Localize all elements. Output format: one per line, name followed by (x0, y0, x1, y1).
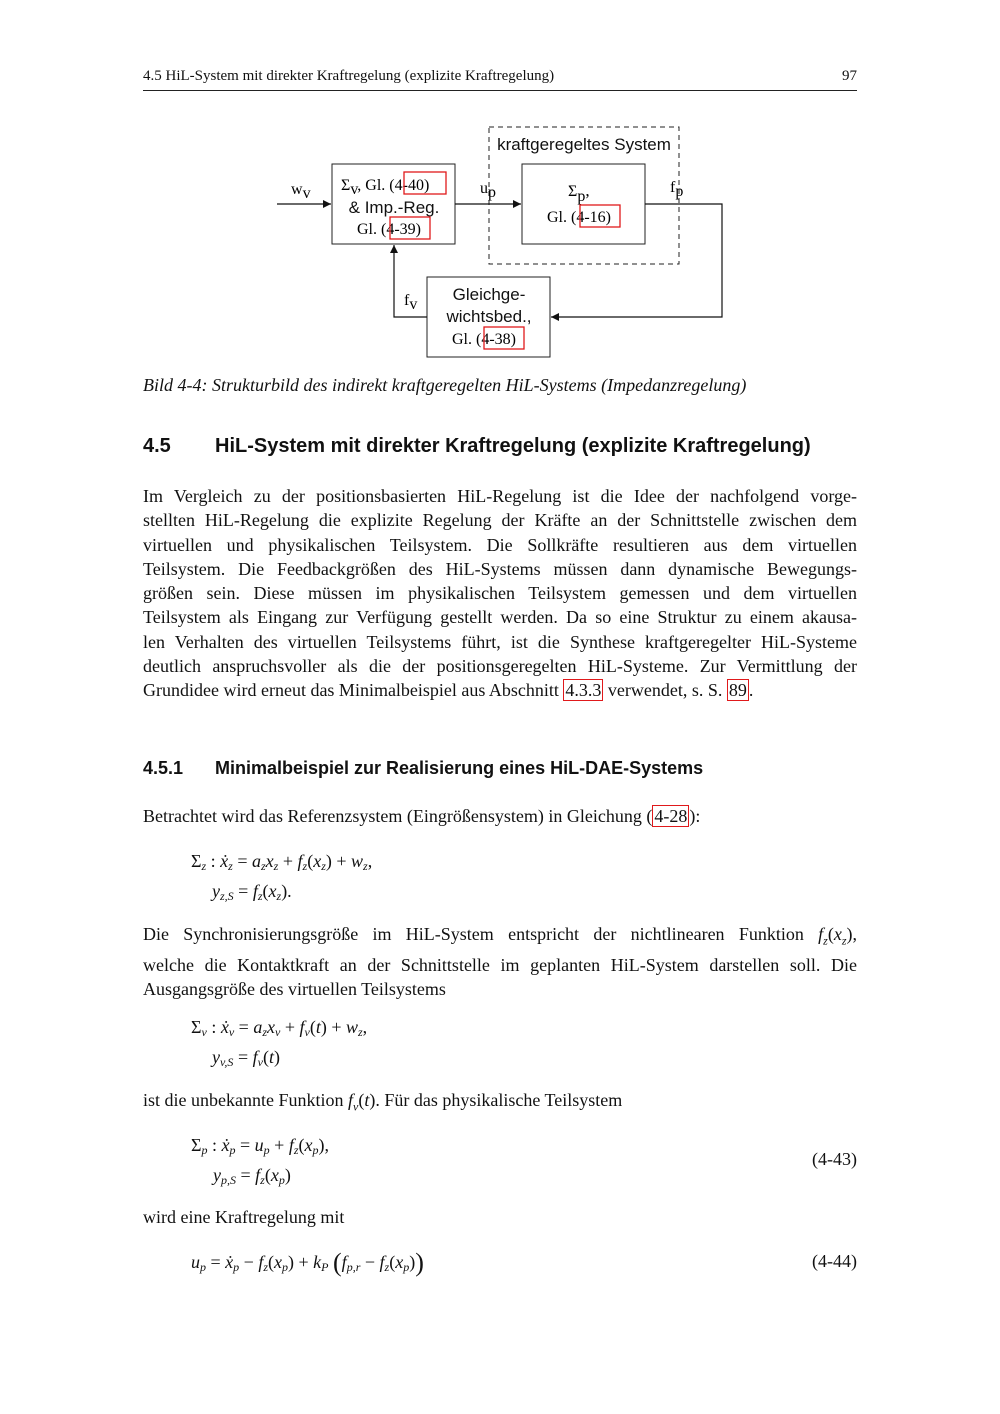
block-diagram (0, 0, 1000, 370)
figure-caption-label: Bild 4-4 (143, 375, 202, 395)
section-title: HiL-System mit direkter Kraftregelung (explizite Kraftregelung) (215, 435, 811, 457)
signal-fp: fp (670, 179, 684, 200)
text-line: Ausgangsgröße des virtuellen Teilsystems (143, 979, 446, 1000)
equation-sigma-v (191, 1015, 367, 1075)
signal-up: up (480, 180, 496, 201)
equation-row: $\Sigma_p$ : ẋ$_p$ = $u_p + f_z(x_p)$, (191, 1135, 329, 1157)
text-line: deutlich anspruchsvoller als die der positionsgeregelten HiL-Systeme. Zur Vermittlung der (143, 656, 857, 677)
text-line: Teilsystem. Die Feedbackgrößen des HiL-Systems müssen dann dynamische Bewegungs- (143, 558, 857, 579)
text-line: stellten HiL-Regelung die explizite Regelung der Kräfte an der Schnittstelle zwischen dem (143, 510, 857, 531)
equation-number-4-43: (4-43) (812, 1149, 857, 1169)
link-page-89[interactable]: 89 (728, 680, 747, 701)
text-line: len Verhalten des virtuellen Teilsystems führt, ist die Synthese kraftgeregelter HiL-Systeme (143, 631, 857, 652)
equation-row: $u_p$ = ẋ$_p$ − $f_z(x_p) + k_P$ $(f_{p,r} - f_z(x_p))$ (191, 1248, 424, 1277)
equation-sigma-p (191, 1133, 329, 1193)
signal-fv: fv (404, 292, 418, 313)
text-line: Grundidee wird erneut das Minimalbeispiel aus Abschnitt 4.3.3 verwendet, s. S. 89 . (143, 680, 754, 701)
paragraph-unknown-function: ist die unbekannte Funktion $f_v(t)$. Für das physikalische Teilsystem (143, 1090, 623, 1114)
block-sigma-v-line3: Gl. (4-39) (357, 221, 421, 238)
equation-row: $y_{z,S} = f_z(x_z)$. (212, 881, 292, 903)
block-sigma-v-line1: Σv, Gl. (4-40) (341, 177, 430, 198)
paragraph-reference-system: Betrachtet wird das Referenzsystem (Eingrößensystem) in Gleichung ( 4-28 ): (143, 806, 701, 826)
block-sigma-p-line1: Σp, (568, 181, 590, 205)
figure-caption-text: : Strukturbild des indirekt kraftgeregelten HiL-Systems (Impedanzregelung) (201, 375, 747, 395)
equation-force-control-law (191, 1250, 424, 1280)
text-line: Teilsystem als Eingang zur Verfügung gestellt werden. Da so eine Struktur zu einem akausa- (143, 607, 857, 628)
link-eq-4-28[interactable]: 4-28 (654, 806, 688, 826)
subsection-number: 4.5.1 (143, 758, 184, 778)
figure-caption (143, 375, 746, 396)
block-equilibrium-line2: wichtsbed., (446, 307, 532, 326)
section-number: 4.5 (143, 435, 171, 457)
block-sigma-p-line2: Gl. (4-16) (547, 209, 611, 226)
block-equilibrium-line3: Gl. (4-38) (452, 331, 516, 348)
equation-row: $y_{v,S} = f_v(t)$ (212, 1047, 280, 1069)
subsection-title: Minimalbeispiel zur Realisierung eines HiL-DAE-Systems (215, 758, 704, 778)
paragraph-intro (143, 484, 857, 703)
text-line: Die Synchronisierungsgröße im HiL-System entspricht der nichtlinearen Funktion $f_z(x_z)$, (143, 924, 857, 948)
block-equilibrium-line1: Gleichge- (452, 285, 526, 304)
text-line: größen sein. Diese müssen im physikalischen Teilsystem gemessen und dem virtuellen (143, 583, 857, 604)
group-label: kraftgeregeltes System (497, 135, 671, 154)
page-number: 97 (842, 68, 857, 84)
text-line: welche die Kontaktkraft an der Schnittstelle im geplanten HiL-System darstellen soll. Die (143, 954, 857, 975)
signal-wv: wv (291, 181, 311, 202)
equation-sigma-z (191, 849, 372, 909)
block-sigma-v-line2: & Imp.-Reg. (348, 198, 440, 217)
text-line: virtuellen und physikalischen Teilsystem. Die Sollkräfte resultieren aus dem virtuellen (143, 534, 857, 555)
equation-row: $\Sigma_z$ : ẋ$_z$ = $a_zx_z + f_z(x_z) + w_z$, (191, 851, 373, 873)
paragraph-force-control: wird eine Kraftregelung mit (143, 1207, 345, 1227)
equation-number-4-44: (4-44) (812, 1251, 857, 1271)
paragraph-synchronisation (143, 922, 857, 1001)
text-line: Im Vergleich zu der positionsbasierten HiL-Regelung ist die Idee der nachfolgend vorge- (143, 486, 857, 506)
equation-row: $y_{p,S} = f_z(x_p)$ (213, 1165, 291, 1187)
header-section-title: 4.5 HiL-System mit direkter Kraftregelung (explizite Kraftregelung) (143, 68, 555, 84)
equation-row: $\Sigma_v$ : ẋ$_v$ = $a_zx_v + f_v(t) + w_z$, (191, 1017, 368, 1039)
link-section-4-3-3[interactable]: 4.3.3 (565, 680, 602, 701)
